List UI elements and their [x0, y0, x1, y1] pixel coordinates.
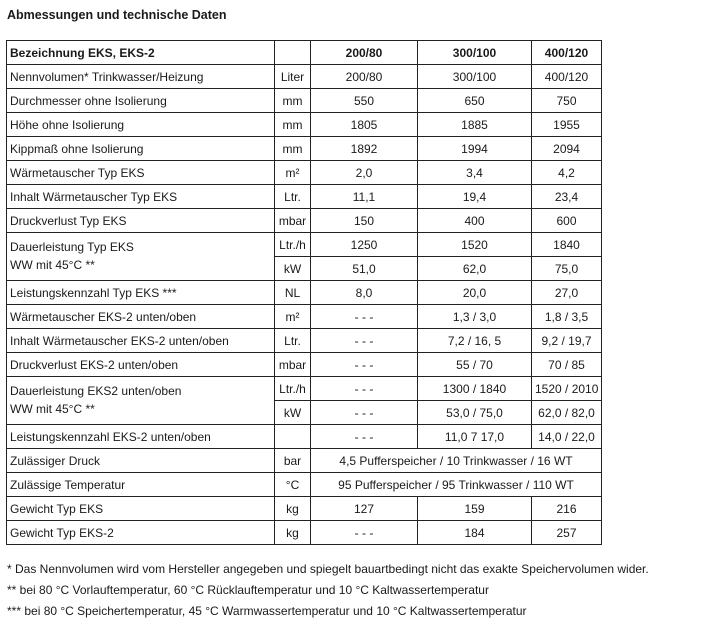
row-value: 300/100 — [418, 65, 532, 89]
row-value: 1300 / 1840 — [418, 377, 532, 401]
row-unit: kW — [275, 257, 311, 281]
row-unit: mm — [275, 113, 311, 137]
group-label-line1: Dauerleistung EKS2 unten/oben — [10, 384, 182, 398]
row-label: Inhalt Wärmetauscher EKS-2 unten/oben — [7, 329, 275, 353]
row-unit: kW — [275, 401, 311, 425]
table-row — [7, 209, 602, 233]
row-value: 159 — [418, 497, 532, 521]
table-row — [7, 233, 602, 257]
row-value: 62,0 — [418, 257, 532, 281]
table-row — [7, 89, 602, 113]
header-model: 400/120 — [532, 41, 602, 65]
row-label: Nennvolumen* Trinkwasser/Heizung — [7, 65, 275, 89]
row-value: 184 — [418, 521, 532, 545]
footnotes — [7, 559, 649, 622]
page-title: Abmessungen und technische Daten — [7, 8, 227, 22]
row-unit: Ltr. — [275, 185, 311, 209]
group-label — [7, 377, 275, 425]
row-value: 11,0 7 17,0 — [418, 425, 532, 449]
table-row — [7, 449, 602, 473]
group-label-line1: Dauerleistung Typ EKS — [10, 240, 134, 254]
row-label: Zulässige Temperatur — [7, 473, 275, 497]
row-value: 127 — [311, 497, 418, 521]
row-value: 1955 — [532, 113, 602, 137]
row-value: 53,0 / 75,0 — [418, 401, 532, 425]
row-value: 1805 — [311, 113, 418, 137]
row-unit: kg — [275, 521, 311, 545]
row-value: 27,0 — [532, 281, 602, 305]
row-label: Durchmesser ohne Isolierung — [7, 89, 275, 113]
row-value: 3,4 — [418, 161, 532, 185]
row-unit: m² — [275, 161, 311, 185]
row-value: 1,8 / 3,5 — [532, 305, 602, 329]
row-unit: mm — [275, 137, 311, 161]
row-value: - - - — [311, 377, 418, 401]
table-row — [7, 185, 602, 209]
row-value: 1520 — [418, 233, 532, 257]
table-row — [7, 65, 602, 89]
table-row — [7, 425, 602, 449]
row-unit: Ltr. — [275, 329, 311, 353]
row-value: 4,2 — [532, 161, 602, 185]
group-label — [7, 233, 275, 281]
row-label: Leistungskennzahl Typ EKS *** — [7, 281, 275, 305]
row-value: - - - — [311, 353, 418, 377]
row-unit — [275, 425, 311, 449]
row-value: 257 — [532, 521, 602, 545]
group-label-line2: WW mit 45°C ** — [10, 402, 95, 416]
row-value: 750 — [532, 89, 602, 113]
row-unit: °C — [275, 473, 311, 497]
row-value: 150 — [311, 209, 418, 233]
row-label: Leistungskennzahl EKS-2 unten/oben — [7, 425, 275, 449]
row-value: 70 / 85 — [532, 353, 602, 377]
row-value: 75,0 — [532, 257, 602, 281]
row-value: 1840 — [532, 233, 602, 257]
row-unit: NL — [275, 281, 311, 305]
row-label: Höhe ohne Isolierung — [7, 113, 275, 137]
row-label: Druckverlust Typ EKS — [7, 209, 275, 233]
table-row — [7, 305, 602, 329]
row-unit: Ltr./h — [275, 377, 311, 401]
row-unit: m² — [275, 305, 311, 329]
row-value-span: 4,5 Pufferspeicher / 10 Trinkwasser / 16 WT — [311, 449, 602, 473]
row-value: 20,0 — [418, 281, 532, 305]
row-value: 550 — [311, 89, 418, 113]
row-unit: Liter — [275, 65, 311, 89]
row-value: 11,1 — [311, 185, 418, 209]
table-row — [7, 137, 602, 161]
row-value: 650 — [418, 89, 532, 113]
row-unit: mbar — [275, 209, 311, 233]
footnote: *** bei 80 °C Speichertemperatur, 45 °C Warmwassertemperatur und 10 °C Kaltwassertemperatur — [7, 604, 527, 618]
table-row — [7, 497, 602, 521]
row-value: 1250 — [311, 233, 418, 257]
row-value: 600 — [532, 209, 602, 233]
table-row — [7, 113, 602, 137]
row-value: 1994 — [418, 137, 532, 161]
row-value: - - - — [311, 521, 418, 545]
row-value: 1892 — [311, 137, 418, 161]
row-value: - - - — [311, 401, 418, 425]
row-label: Kippmaß ohne Isolierung — [7, 137, 275, 161]
row-unit: bar — [275, 449, 311, 473]
row-value: 62,0 / 82,0 — [532, 401, 602, 425]
header-unit — [275, 41, 311, 65]
row-value: 9,2 / 19,7 — [532, 329, 602, 353]
table-header-row — [7, 41, 602, 65]
table-row — [7, 161, 602, 185]
row-unit: Ltr./h — [275, 233, 311, 257]
header-model: 300/100 — [418, 41, 532, 65]
row-value: 51,0 — [311, 257, 418, 281]
row-unit: mm — [275, 89, 311, 113]
table-row — [7, 353, 602, 377]
row-value: 23,4 — [532, 185, 602, 209]
row-value: - - - — [311, 425, 418, 449]
row-value: 200/80 — [311, 65, 418, 89]
header-model: 200/80 — [311, 41, 418, 65]
row-label: Druckverlust EKS-2 unten/oben — [7, 353, 275, 377]
row-value: 55 / 70 — [418, 353, 532, 377]
row-value: 14,0 / 22,0 — [532, 425, 602, 449]
row-label: Inhalt Wärmetauscher Typ EKS — [7, 185, 275, 209]
table-row — [7, 377, 602, 401]
row-label: Zulässiger Druck — [7, 449, 275, 473]
header-label: Bezeichnung EKS, EKS-2 — [7, 41, 275, 65]
row-value: 1520 / 2010 — [532, 377, 602, 401]
row-value: - - - — [311, 305, 418, 329]
row-unit: kg — [275, 497, 311, 521]
group-label-line2: WW mit 45°C ** — [10, 258, 95, 272]
row-value: - - - — [311, 329, 418, 353]
row-value-span: 95 Pufferspeicher / 95 Trinkwasser / 110 WT — [311, 473, 602, 497]
row-value: 400/120 — [532, 65, 602, 89]
row-label: Gewicht Typ EKS-2 — [7, 521, 275, 545]
row-unit: mbar — [275, 353, 311, 377]
row-value: 8,0 — [311, 281, 418, 305]
row-value: 2,0 — [311, 161, 418, 185]
table-row — [7, 329, 602, 353]
row-value: 7,2 / 16, 5 — [418, 329, 532, 353]
row-value: 1885 — [418, 113, 532, 137]
row-label: Wärmetauscher EKS-2 unten/oben — [7, 305, 275, 329]
row-value: 2094 — [532, 137, 602, 161]
table-row — [7, 521, 602, 545]
footnote: * Das Nennvolumen wird vom Hersteller angegeben und spiegelt bauartbedingt nicht das exakte Speichervolumen wider. — [7, 562, 649, 576]
footnote: ** bei 80 °C Vorlauftemperatur, 60 °C Rücklauftemperatur und 10 °C Kaltwassertemperatur — [7, 583, 489, 597]
table-row — [7, 473, 602, 497]
row-value: 1,3 / 3,0 — [418, 305, 532, 329]
row-value: 400 — [418, 209, 532, 233]
row-label: Wärmetauscher Typ EKS — [7, 161, 275, 185]
row-value: 216 — [532, 497, 602, 521]
row-value: 19,4 — [418, 185, 532, 209]
table-row — [7, 281, 602, 305]
specs-table — [6, 40, 602, 545]
row-label: Gewicht Typ EKS — [7, 497, 275, 521]
